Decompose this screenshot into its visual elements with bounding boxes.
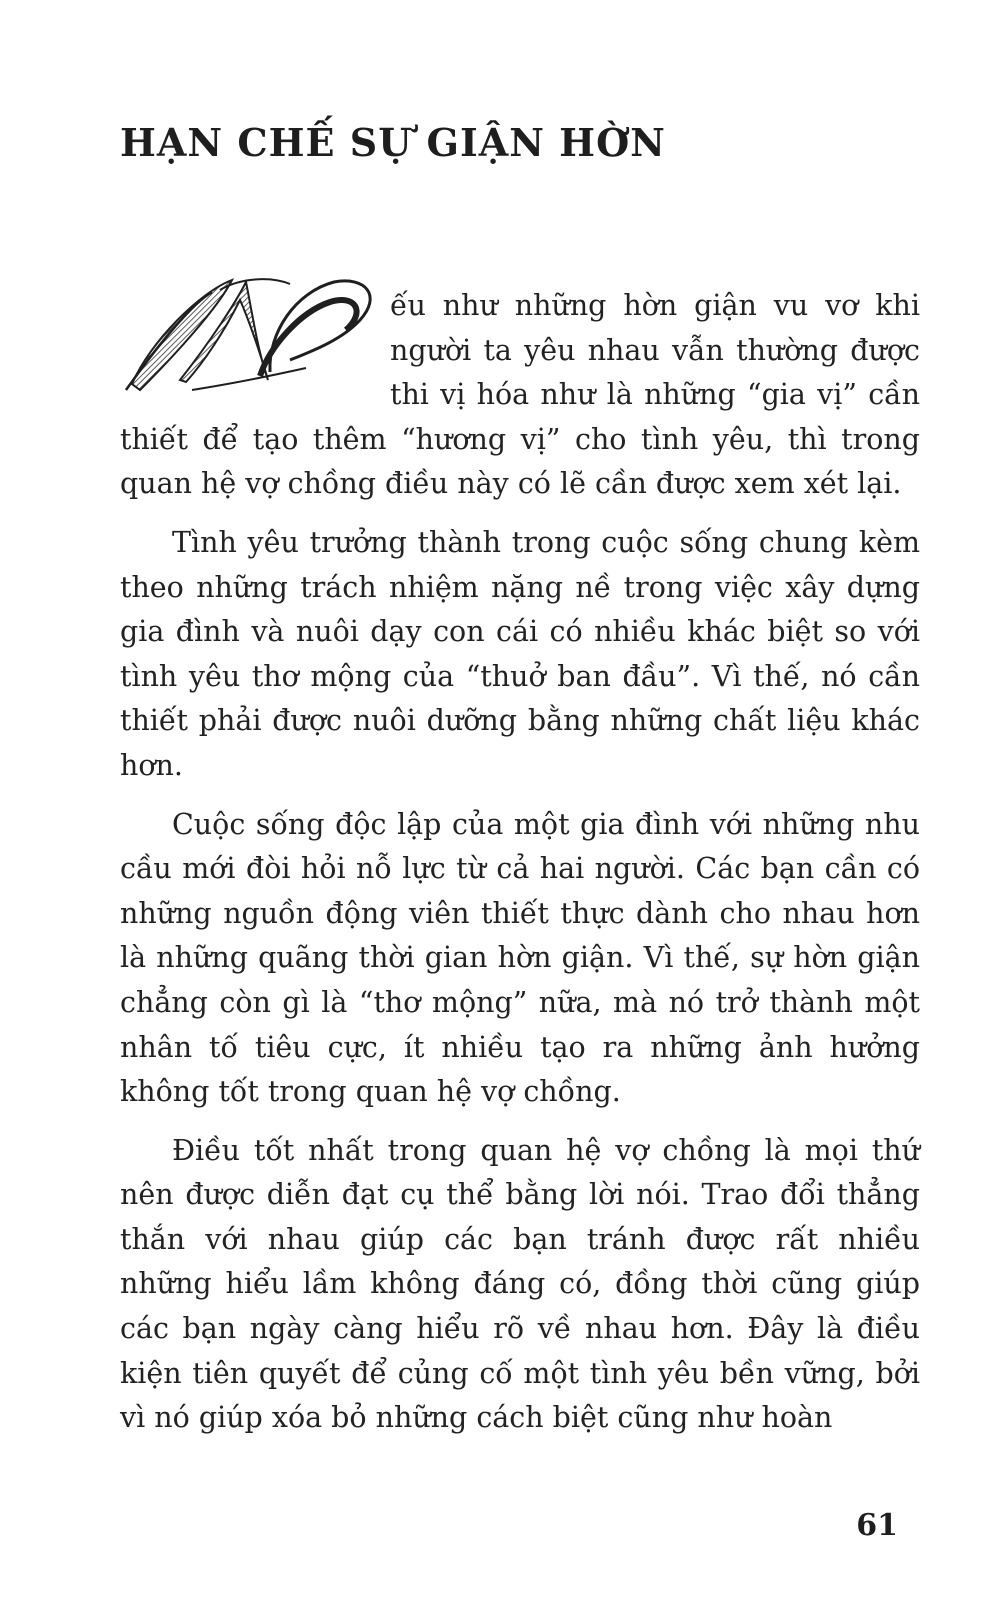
paragraph-1 xyxy=(120,284,920,507)
paragraph-1-text: ếu như những hờn giận vu vơ khi người ta yêu nhau vẫn thường được thi vị hóa như là những “gia vị” cần thiết để tạo thêm “hương vị” cho tình yêu, thì trong quan hệ vợ chồng điều này có lẽ cần được xem xét lại. xyxy=(120,289,920,501)
drop-cap-n xyxy=(120,272,382,392)
body-text xyxy=(120,284,920,1441)
page-number: 61 xyxy=(856,1508,898,1543)
paragraph-2: Tình yêu trưởng thành trong cuộc sống chung kèm theo những trách nhiệm nặng nề trong việc xây dựng gia đình và nuôi dạy con cái có nhiều khác biệt so với tình yêu thơ mộng của “thuở ban đầu”. Vì thế, nó cần thiết phải được nuôi dưỡng bằng những chất liệu khác hơn. xyxy=(120,525,920,782)
drop-cap-loop xyxy=(270,281,370,372)
chapter-title: HẠN CHẾ SỰ GIẬN HỜN xyxy=(120,120,666,165)
paragraph-3: Cuộc sống độc lập của một gia đình với những nhu cầu mới đòi hỏi nỗ lực từ cả hai người. Các bạn cần có những nguồn động viên thiết thực dành cho nhau hơn là những quãng thời gian hờn giận. Vì thế, sự hờn giận chẳng còn gì là “thơ mộng” nữa, mà nó trở thành một nhân tố tiêu cực, ít nhiều tạo ra những ảnh hưởng không tốt trong quan hệ vợ chồng. xyxy=(120,807,920,1109)
paragraph-4: Điều tốt nhất trong quan hệ vợ chồng là mọi thứ nên được diễn đạt cụ thể bằng lời nói. Trao đổi thẳng thắn với nhau giúp các bạn tránh được rất nhiều những hiểu lầm không đáng có, đồng thời cũng giúp các bạn ngày càng hiểu rõ về nhau hơn. Đây là điều kiện tiên quyết để củng cố một tình yêu bền vững, bởi vì nó giúp xóa bỏ những cách biệt cũng như hoàn xyxy=(120,1133,920,1435)
drop-cap-n-graphic xyxy=(120,272,382,392)
